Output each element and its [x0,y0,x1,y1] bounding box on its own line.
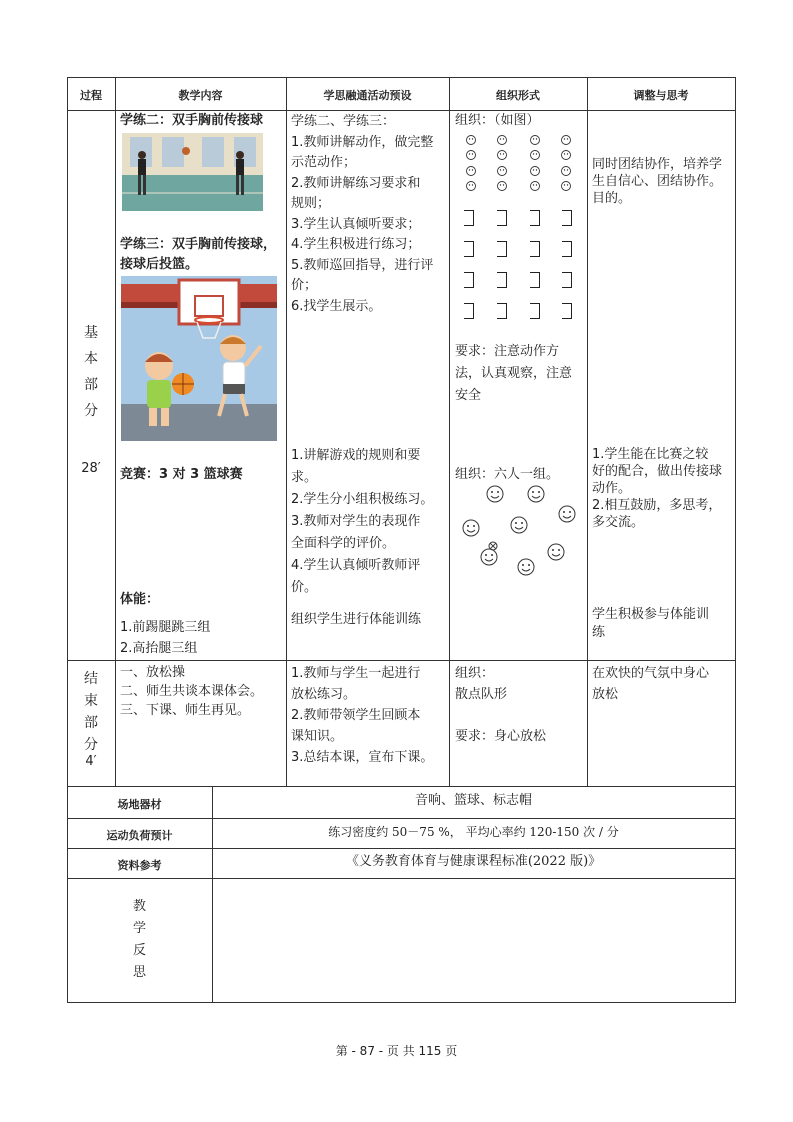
fitness-title: 体能： [120,592,160,607]
header-process: 过程 [80,89,102,102]
header-organization: 组织形式 [496,89,540,102]
reflection-drills: 同时团结协作，培养学 生自信心、团结协作。 目的。 [592,157,723,206]
org1-label: 组织：（如图） [455,113,540,128]
ending-organization: 组织： 散点队形 要求：身心放松 [455,666,547,744]
reference-label: 资料参考 [117,859,162,872]
activities-game: 1.讲解游戏的规则和要 求。 2.学生分小组积极练习。 3.教师对学生的表现作 全面科学的评价。 4.学生认真倾听教师评 价。 [291,448,434,595]
load-value: 练习密度约 50－75 %， 平均心率约 120-150 次 / 分 [328,825,619,839]
ending-content: 一、放松操 二、师生共谈本课体会。 三、下课、师生再见。 [120,665,264,718]
reflection-fitness: 学生积极参与体能训 练 [592,607,710,640]
header-teaching-content: 教学内容 [178,89,223,102]
passing-photo [122,133,263,211]
fitness-item: 2.高抬腿三组 [120,641,198,656]
equipment-value: 音响、篮球、标志帽 [414,793,532,808]
ending-section-time: 4′ [85,754,97,769]
load-label: 运动负荷预计 [106,829,173,842]
header-reflection: 调整与思考 [633,89,689,102]
header-activities: 学思融通活动预设 [323,89,412,102]
org2-label: 组织：六人一组。 [455,467,560,482]
game-title: 竞赛：3 对 3 篮球赛 [120,467,243,482]
reference-value: 《义务教育体育与健康课程标准(2022 版)》 [345,854,602,869]
drill3-title: 学练三：双手胸前传接球， 接球后投篮。 [120,237,277,272]
activities-drills: 学练二、学练三： 1.教师讲解动作，做完整 示范动作； 2.教师讲解练习要求和 规则； 3.学生认真倾听要求； 4.学生积极进行练习； 5.教师巡回指导，进行评 价； 6.找学生展示。 [291,114,434,314]
drill2-title: 学练二：双手胸前传接球 [120,113,264,128]
ending-section-label: 结 束 部 分 [84,671,98,753]
ending-reflection: 在欢快的气氛中身心 放松 [592,666,710,702]
equipment-label: 场地器材 [117,798,162,811]
activities-fitness: 组织学生进行体能训练 [291,612,422,627]
fitness-item: 1.前踢腿跳三组 [120,620,211,635]
basic-section-label: 基 本 部 分 [84,325,98,419]
teaching-reflection-label: 教 学 反 思 [132,899,146,980]
ending-activities: 1.教师与学生一起进行 放松练习。 2.教师带领学生回顾本 课知识。 3.总结本课，宣布下课。 [291,666,434,765]
basic-section-time: 28′ [81,461,101,476]
basketball-cartoon [121,276,277,441]
reflection-game: 1.学生能在比赛之较 好的配合，做出传接球 动作。 2.相互鼓励，多思考， 多交流。 [592,447,723,530]
page-number: 第 - 87 - 页 共 115 页 [335,1044,458,1058]
game-formation-diagram [458,484,583,579]
org1-requirement: 要求：注意动作方 法，认真观察，注意 安全 [455,344,573,403]
